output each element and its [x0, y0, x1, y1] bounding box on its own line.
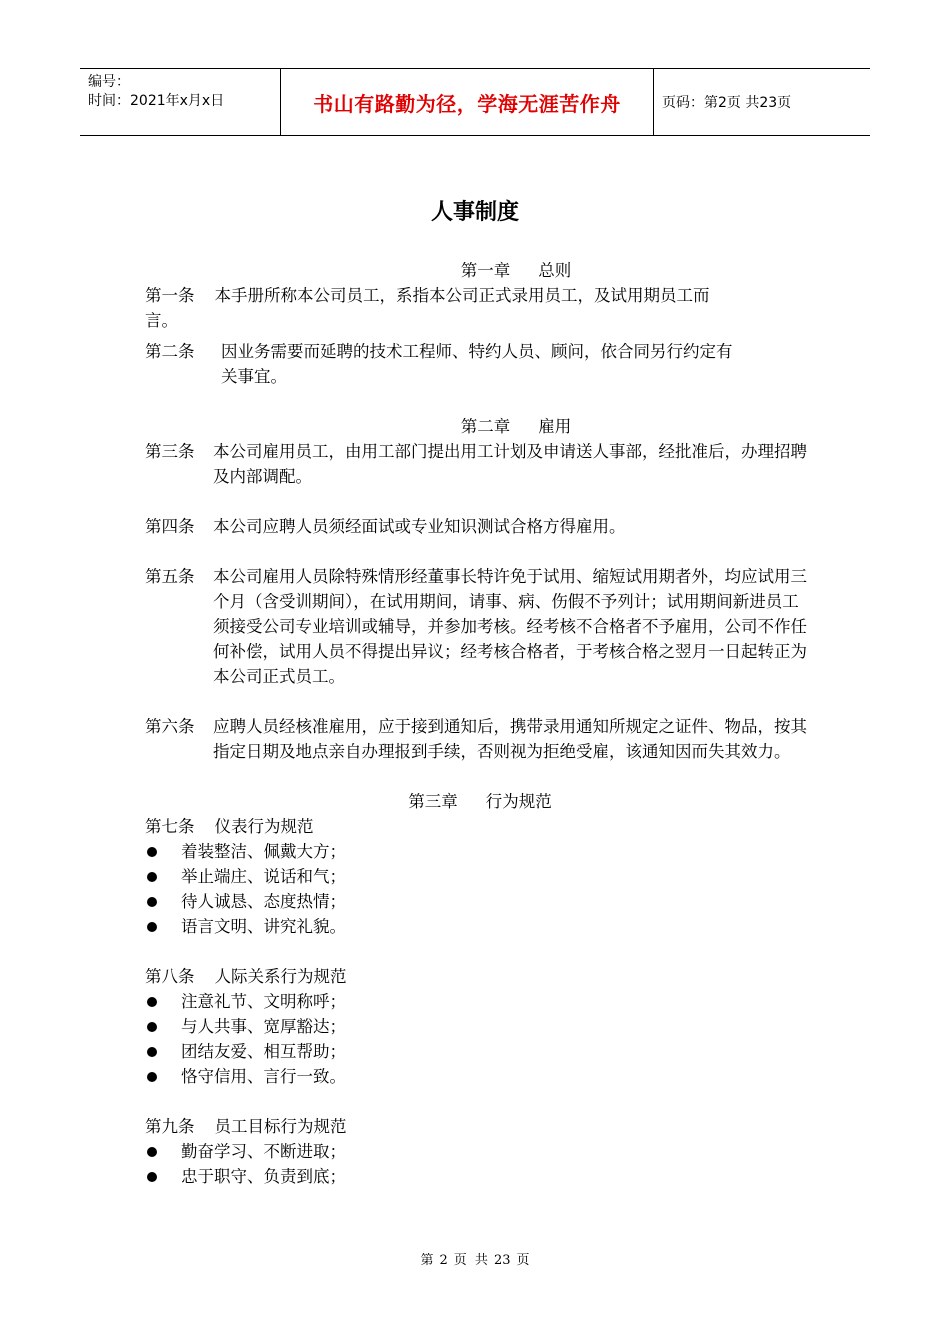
chapter-heading	[217, 414, 815, 439]
footer-mid: 页 共	[453, 1253, 488, 1268]
page-header	[80, 68, 870, 136]
document-body	[145, 258, 815, 1189]
list-item	[145, 1064, 815, 1089]
list-item-text: 忠于职守、负责到底；	[181, 1167, 346, 1186]
article	[145, 714, 815, 764]
article-label: 第四条	[145, 517, 195, 536]
list-item-text: 着装整洁、佩戴大方；	[181, 842, 346, 861]
section-name: 员工目标行为规范	[214, 1117, 347, 1136]
section-name: 人际关系行为规范	[214, 967, 347, 986]
section-heading	[145, 964, 815, 989]
article-label: 第五条	[145, 567, 195, 586]
article-text-line: 因业务需要而延聘的技术工程师、特约人员、顾问，依合同另行约定有	[221, 342, 733, 361]
article	[145, 514, 815, 539]
list-item	[145, 1164, 815, 1189]
list-item-text: 团结友爱、相互帮助；	[181, 1042, 346, 1061]
section-label: 第七条	[145, 817, 195, 836]
header-meta	[80, 69, 281, 135]
footer-total-pages: 23	[493, 1253, 511, 1268]
bullet-icon	[147, 897, 157, 907]
bullet-icon	[147, 1172, 157, 1182]
list-item	[145, 914, 815, 939]
header-page-info: 页码：第2页 共23页	[662, 95, 792, 111]
article-text: 本公司雇用员工，由用工部门提出用工计划及申请送人事部，经批准后，办理招聘及内部调配。	[213, 442, 807, 486]
footer-page-number: 2	[439, 1253, 448, 1268]
header-motto: 书山有路勤为径，学海无涯苦作舟	[281, 69, 654, 135]
page-footer	[0, 1249, 950, 1268]
list-item	[145, 1039, 815, 1064]
chapter-name: 行为规范	[485, 792, 552, 811]
chapter-name: 雇用	[538, 417, 572, 436]
section-heading	[145, 814, 815, 839]
serial-label: 编号：	[88, 74, 130, 90]
bullet-icon	[147, 1047, 157, 1057]
article-label: 第一条	[145, 286, 195, 305]
bullet-icon	[147, 1147, 157, 1157]
article-label: 第六条	[145, 717, 195, 736]
bullet-icon	[147, 1072, 157, 1082]
article-label: 第二条	[145, 342, 195, 361]
list-item-text: 注意礼节、文明称呼；	[181, 992, 346, 1011]
article-text-line: 关事宜。	[221, 367, 287, 386]
chapter-number: 第二章	[460, 417, 511, 436]
article	[145, 439, 815, 489]
list-item-text: 恪守信用、言行一致。	[181, 1067, 346, 1086]
bullet-icon	[147, 847, 157, 857]
list-item-text: 语言文明、讲究礼貌。	[181, 917, 346, 936]
list-item-text: 举止端庄、说话和气；	[181, 867, 346, 886]
chapter-name: 总则	[538, 261, 572, 280]
date-line: 时间：2021年x月x日	[88, 93, 225, 109]
article-text-line: 本手册所称本公司员工，系指本公司正式录用员工，及试用期员工而	[214, 286, 710, 305]
list-item	[145, 889, 815, 914]
list-item-text: 与人共事、宽厚豁达；	[181, 1017, 346, 1036]
article	[145, 564, 815, 689]
article	[145, 283, 815, 333]
chapter-heading	[217, 258, 815, 283]
article-text: 本公司应聘人员须经面试或专业知识测试合格方得雇用。	[213, 517, 626, 536]
list-item	[145, 1139, 815, 1164]
footer-prefix: 第	[420, 1253, 434, 1268]
section-label: 第九条	[145, 1117, 195, 1136]
list-item	[145, 864, 815, 889]
section-label: 第八条	[145, 967, 195, 986]
list-item	[145, 989, 815, 1014]
list-item-text: 待人诚恳、态度热情；	[181, 892, 346, 911]
footer-suffix: 页	[516, 1253, 530, 1268]
list-item	[145, 839, 815, 864]
bullet-icon	[147, 872, 157, 882]
bullet-icon	[147, 922, 157, 932]
section-name: 仪表行为规范	[214, 817, 314, 836]
document-title: 人事制度	[430, 200, 519, 225]
bullet-icon	[147, 997, 157, 1007]
article	[145, 339, 815, 389]
list-item-text: 勤奋学习、不断进取；	[181, 1142, 346, 1161]
article-text: 本公司雇用人员除特殊情形经董事长特许免于试用、缩短试用期者外，均应试用三个月（含受训期间），在试用期间，请事、病、伤假不予列计；试用期间新进员工须接受公司专业培训或辅导，并参加考核。经考核不合格者不予雇用，公司不作任何补偿，试用人员不得提出异议；经考核合格者，于考核合格之翌月一日起转正为本公司正式员工。	[213, 567, 807, 686]
chapter-number: 第三章	[408, 792, 458, 811]
list-item	[145, 1014, 815, 1039]
article-text-line: 言。	[145, 311, 178, 330]
section-heading	[145, 1114, 815, 1139]
article-label: 第三条	[145, 442, 195, 461]
article-text: 应聘人员经核准雇用，应于接到通知后，携带录用通知所规定之证件、物品，按其指定日期及地点亲自办理报到手续，否则视为拒绝受雇，该通知因而失其效力。	[213, 717, 807, 761]
chapter-heading	[145, 789, 815, 814]
bullet-icon	[147, 1022, 157, 1032]
chapter-number: 第一章	[460, 261, 511, 280]
